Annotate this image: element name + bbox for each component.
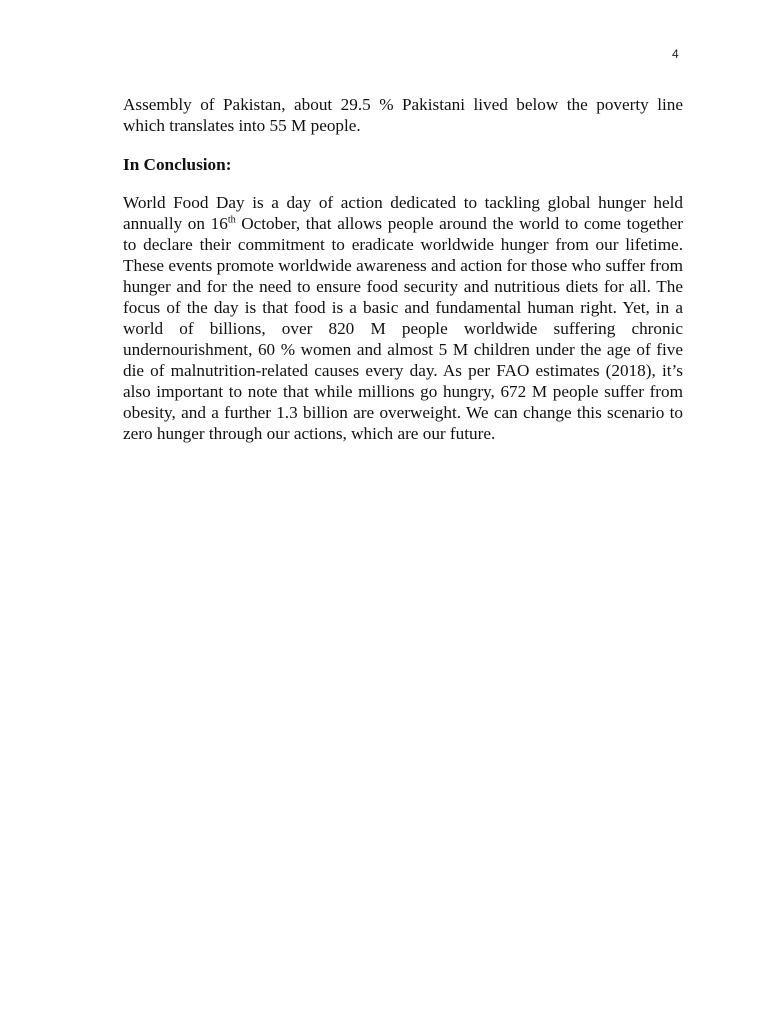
date-ordinal-suffix: th bbox=[227, 214, 236, 226]
section-heading: In Conclusion: bbox=[123, 155, 232, 174]
page-number: 4 bbox=[672, 47, 679, 61]
document-body bbox=[123, 94, 683, 444]
conclusion-paragraph bbox=[123, 192, 683, 444]
conclusion-text-start: World Food Day is a day of action dedicated to tackling global hunger held annually on 16 bbox=[123, 193, 683, 233]
conclusion-text-rest: October, that allows people around the world to come together to declare their commitment to eradicate worldwide hunger from our lifetime. These events promote worldwide awareness and action for those who suffer from hunger and for the need to ensure food security and nutritious diets for all. The focus of the day is that food is a basic and fundamental human right. Yet, in a world of billions, over 820 M people worldwide suffering chronic undernourishment, 60 % women and almost 5 M children under the age of five die of malnutrition-related causes every day. As per FAO estimates (2018), it’s also important to note that while millions go hungry, 672 M people suffer from obesity, and a further 1.3 billion are overweight. We can change this scenario to zero hunger through our actions, which are our future. bbox=[123, 214, 683, 443]
intro-paragraph: Assembly of Pakistan, about 29.5 % Pakistani lived below the poverty line which translates into 55 M people. bbox=[123, 95, 683, 135]
